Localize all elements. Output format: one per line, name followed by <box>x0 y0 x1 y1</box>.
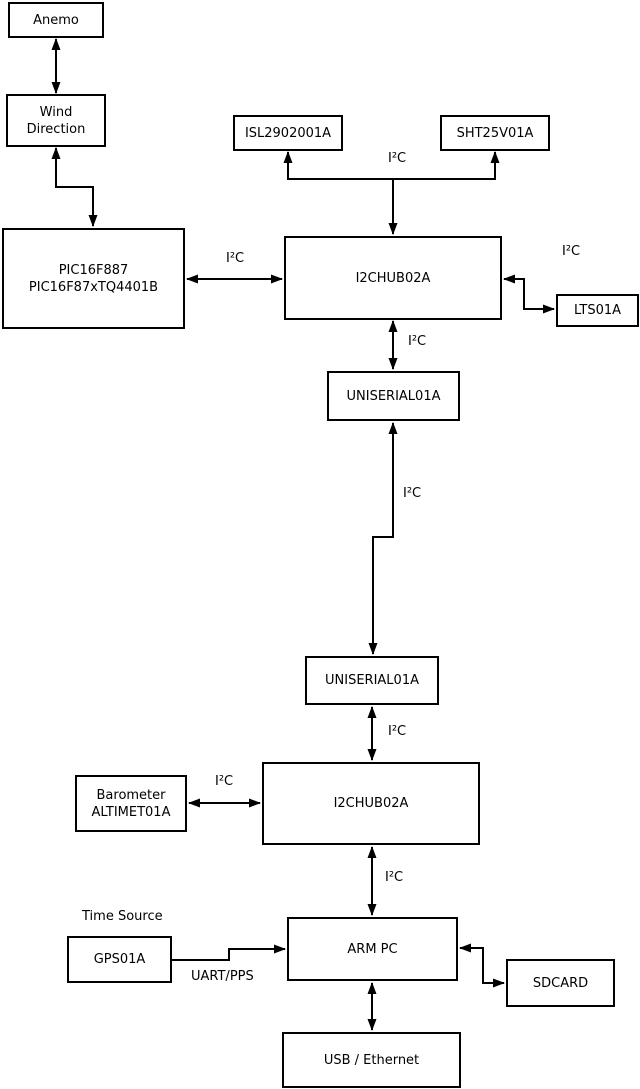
node-uniserial01a-2-label: UNISERIAL01A <box>325 673 419 688</box>
node-pic16f887-line1: PIC16F887 <box>58 262 129 278</box>
node-sdcard <box>506 959 615 1007</box>
node-barometer-line2: ALTIMET01A <box>91 804 171 820</box>
node-sht25v01a-label: SHT25V01A <box>456 125 534 141</box>
node-anemo <box>8 2 104 38</box>
edge-armpc-sdcard <box>460 948 504 983</box>
node-i2chub02a-1 <box>284 236 502 320</box>
edge-label-i2c-isl-sht: I²C <box>388 151 407 166</box>
node-sht25v01a <box>440 115 550 151</box>
edge-winddir-pic <box>56 148 93 226</box>
edge-label-i2c-barometer-hub2: I²C <box>215 774 234 789</box>
node-isl2902001a <box>233 115 343 151</box>
node-anemo-label: Anemo <box>33 12 79 28</box>
node-usb-ethernet-label: USB / Ethernet <box>323 1052 420 1068</box>
edge-label-i2c-hub1-uniserial1: I²C <box>408 334 427 349</box>
label-time-source: Time Source <box>82 909 163 924</box>
node-pic16f887-line2: PIC16F87xTQ4401B <box>28 279 159 295</box>
node-sdcard-label: SDCARD <box>532 975 589 991</box>
node-arm-pc-label: ARM PC <box>347 941 398 957</box>
edge-gps-armpc <box>172 949 285 960</box>
node-wind-direction-line1: Wind <box>39 104 73 120</box>
edge-label-i2c-hub2-armpc: I²C <box>385 870 404 885</box>
node-lts01a <box>556 294 639 327</box>
node-wind-direction <box>6 94 106 147</box>
node-usb-ethernet <box>282 1032 461 1088</box>
node-uniserial01a-1 <box>327 371 460 421</box>
edge-label-i2c-hub1-lts: I²C <box>562 244 581 259</box>
node-i2chub02a-2-label: I2CHUB02A <box>333 796 409 811</box>
node-uniserial01a-1-label: UNISERIAL01A <box>346 388 441 404</box>
node-arm-pc <box>287 917 458 981</box>
node-gps01a-label: GPS01A <box>93 952 146 967</box>
edge-label-uart-pps: UART/PPS <box>191 969 254 984</box>
edge-label-i2c-uniserial-link: I²C <box>403 486 422 501</box>
node-gps01a <box>67 936 172 983</box>
node-lts01a-label: LTS01A <box>573 303 622 318</box>
node-pic16f887 <box>2 228 185 329</box>
edge-uniserial1-uniserial2 <box>373 423 393 654</box>
node-barometer <box>75 775 187 832</box>
node-barometer-line1: Barometer <box>96 787 166 803</box>
node-i2chub02a-2 <box>262 762 480 845</box>
edge-label-i2c-uniserial2-hub2: I²C <box>388 724 407 739</box>
node-isl2902001a-label: ISL2902001A <box>244 125 332 141</box>
edge-label-i2c-pic-hub1: I²C <box>226 251 245 266</box>
node-i2chub02a-1-label: I2CHUB02A <box>355 270 431 286</box>
node-uniserial01a-2 <box>305 656 439 705</box>
edge-hub1-lts <box>504 279 554 309</box>
node-wind-direction-line2: Direction <box>26 121 86 137</box>
